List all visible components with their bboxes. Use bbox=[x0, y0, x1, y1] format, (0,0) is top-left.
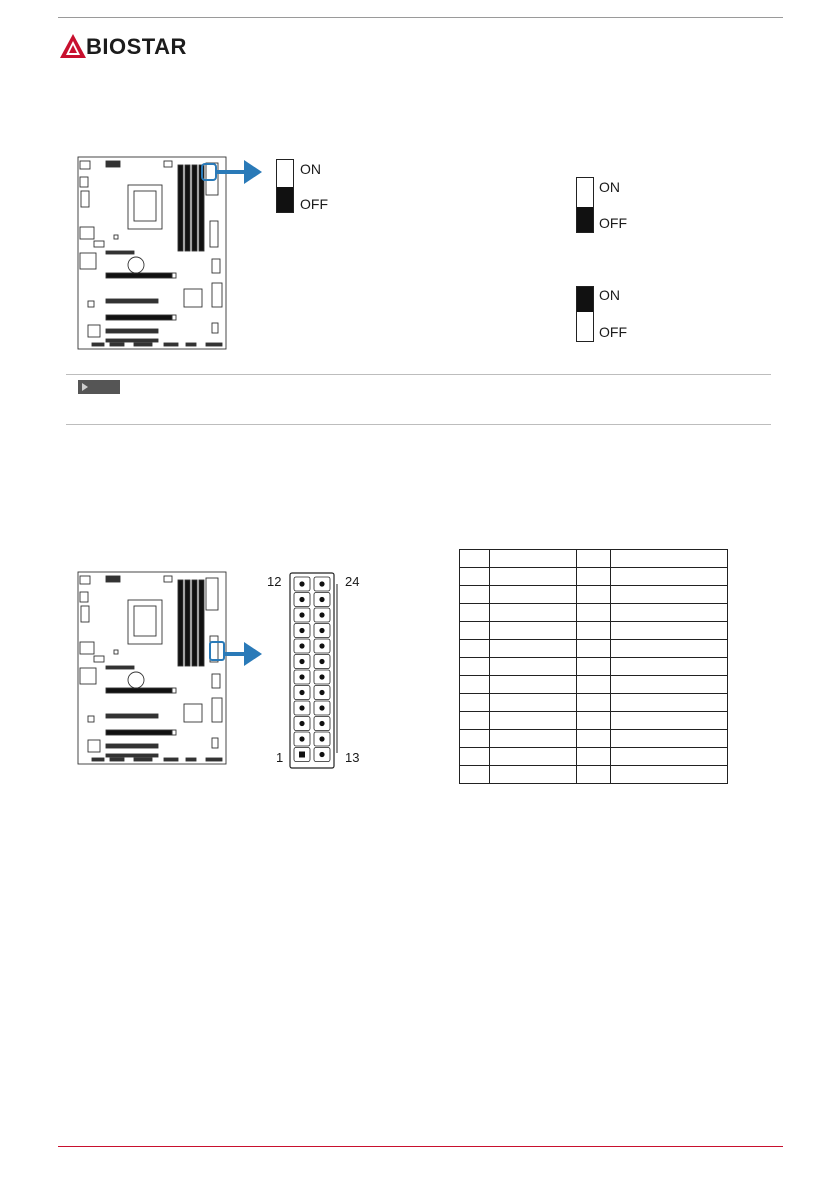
callout-off-label: OFF bbox=[300, 196, 328, 212]
table-cell bbox=[460, 640, 490, 658]
table-cell bbox=[611, 586, 728, 604]
table-row bbox=[460, 640, 728, 658]
top-rule bbox=[58, 17, 783, 18]
state2-off-label: OFF bbox=[599, 324, 627, 340]
table-cell bbox=[460, 586, 490, 604]
table-cell bbox=[490, 694, 577, 712]
switch-state-off-knob bbox=[577, 207, 593, 232]
table-cell bbox=[611, 622, 728, 640]
note-top-rule bbox=[66, 374, 771, 375]
state2-on-label: ON bbox=[599, 287, 620, 303]
table-cell bbox=[577, 694, 611, 712]
table-cell bbox=[490, 748, 577, 766]
table-row bbox=[460, 730, 728, 748]
table-cell bbox=[460, 550, 490, 568]
note-bottom-rule bbox=[66, 424, 771, 425]
table-cell bbox=[577, 622, 611, 640]
table-cell bbox=[611, 676, 728, 694]
table-cell bbox=[490, 658, 577, 676]
table-row bbox=[460, 694, 728, 712]
pin-assignment-table bbox=[459, 549, 728, 784]
table-row bbox=[460, 550, 728, 568]
table-cell bbox=[490, 622, 577, 640]
table-row bbox=[460, 604, 728, 622]
table-cell bbox=[577, 730, 611, 748]
table-cell bbox=[611, 766, 728, 784]
table-cell bbox=[490, 712, 577, 730]
table-cell bbox=[460, 712, 490, 730]
table-cell bbox=[460, 748, 490, 766]
table-row bbox=[460, 622, 728, 640]
biostar-triangle-icon bbox=[58, 32, 88, 62]
table-cell bbox=[577, 658, 611, 676]
table-cell bbox=[577, 766, 611, 784]
table-cell bbox=[611, 640, 728, 658]
note-triangle-icon bbox=[82, 383, 88, 391]
atx-24pin-connector bbox=[285, 570, 345, 770]
switch-state-on-knob bbox=[577, 287, 593, 312]
table-cell bbox=[611, 550, 728, 568]
table-cell bbox=[611, 730, 728, 748]
board-diagram-switch bbox=[76, 155, 336, 355]
table-cell bbox=[611, 568, 728, 586]
pin-13-label: 13 bbox=[345, 750, 360, 765]
table-cell bbox=[490, 586, 577, 604]
table-row bbox=[460, 658, 728, 676]
footer-rule bbox=[58, 1146, 783, 1147]
table-cell bbox=[490, 766, 577, 784]
table-cell bbox=[577, 712, 611, 730]
table-cell bbox=[460, 694, 490, 712]
table-cell bbox=[577, 586, 611, 604]
table-cell bbox=[490, 640, 577, 658]
biostar-logo bbox=[58, 32, 198, 62]
callout-on-label: ON bbox=[300, 161, 321, 177]
state1-on-label: ON bbox=[599, 179, 620, 195]
table-cell bbox=[611, 712, 728, 730]
table-cell bbox=[611, 658, 728, 676]
logo-text: BIOSTAR bbox=[86, 34, 187, 59]
table-cell bbox=[577, 748, 611, 766]
pin-24-label: 24 bbox=[345, 574, 360, 589]
table-cell bbox=[490, 604, 577, 622]
table-cell bbox=[611, 748, 728, 766]
table-cell bbox=[460, 766, 490, 784]
table-row bbox=[460, 568, 728, 586]
table-cell bbox=[577, 550, 611, 568]
table-cell bbox=[577, 568, 611, 586]
state1-off-label: OFF bbox=[599, 215, 627, 231]
table-cell bbox=[460, 730, 490, 748]
table-cell bbox=[490, 676, 577, 694]
board-diagram-connector bbox=[76, 570, 276, 770]
pin-1-label: 1 bbox=[276, 750, 284, 765]
table-cell bbox=[611, 694, 728, 712]
table-row bbox=[460, 766, 728, 784]
table-cell bbox=[460, 604, 490, 622]
table-row bbox=[460, 586, 728, 604]
table-row bbox=[460, 712, 728, 730]
table-cell bbox=[490, 730, 577, 748]
table-cell bbox=[460, 658, 490, 676]
table-cell bbox=[577, 604, 611, 622]
table-row bbox=[460, 748, 728, 766]
table-cell bbox=[460, 568, 490, 586]
table-cell bbox=[490, 550, 577, 568]
callout-switch-knob bbox=[277, 187, 293, 212]
table-cell bbox=[611, 604, 728, 622]
table-cell bbox=[460, 676, 490, 694]
table-cell bbox=[460, 622, 490, 640]
table-cell bbox=[577, 640, 611, 658]
table-cell bbox=[490, 568, 577, 586]
table-cell bbox=[577, 676, 611, 694]
table-row bbox=[460, 676, 728, 694]
pin-12-label: 12 bbox=[267, 574, 282, 589]
